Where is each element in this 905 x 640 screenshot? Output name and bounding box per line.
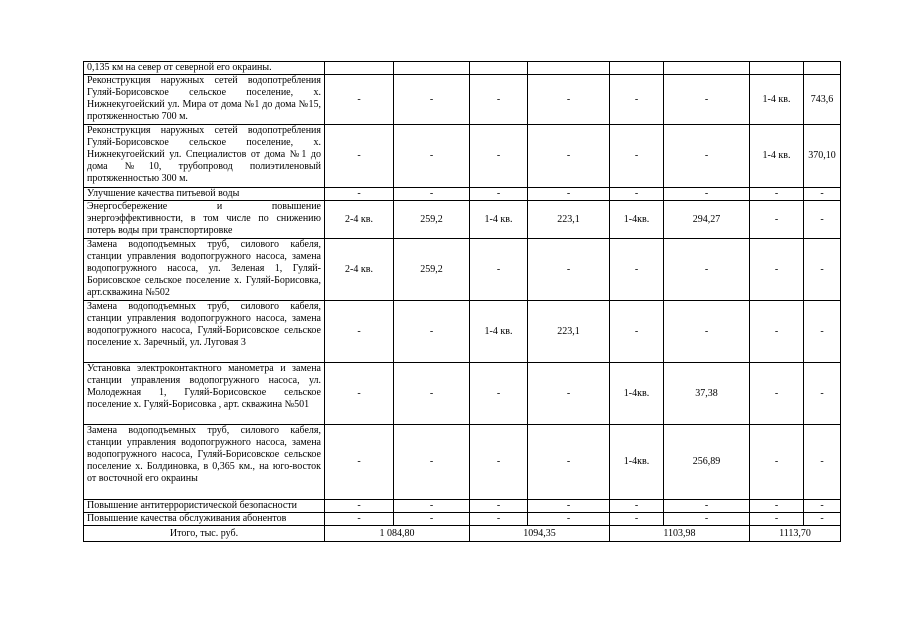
- cell-amount-1: -: [394, 513, 470, 526]
- total-value-2: 1094,35: [470, 526, 610, 542]
- cell-amount-2: -: [528, 239, 610, 301]
- row-description: Замена водоподъемных труб, силового кабеля, станции управления водопогружного насоса, замена водопогружного насоса, Гуляй-Борисовское сельское поселение х. Болдиновка, в 0,365 км., на юго-восток от восточной его окраины: [84, 425, 325, 500]
- cell-period-3: [610, 62, 664, 75]
- table-body: [84, 62, 841, 542]
- cell-amount-4: -: [804, 201, 841, 239]
- cell-amount-1: 259,2: [394, 239, 470, 301]
- cell-amount-4: -: [804, 513, 841, 526]
- cell-period-2: -: [470, 363, 528, 425]
- cell-amount-3: 256,89: [664, 425, 750, 500]
- total-value-4: 1113,70: [750, 526, 841, 542]
- cell-period-1: -: [325, 500, 394, 513]
- cell-amount-1: -: [394, 75, 470, 125]
- cell-amount-1: 259,2: [394, 201, 470, 239]
- cell-amount-2: -: [528, 188, 610, 201]
- row-description: Реконструкция наружных сетей водопотребления Гуляй-Борисовское сельское поселение, х. Нижнекугоейский ул. Специалистов от дома №1 до дома №10, трубопровод полиэтиленовый протяженностью 300 м.: [84, 125, 325, 188]
- cell-period-2: -: [470, 513, 528, 526]
- cell-amount-3: [664, 62, 750, 75]
- row-description: Замена водоподъемных труб, силового кабеля, станции управления водопогружного насоса, замена водопогружного насоса, Гуляй-Борисовское сельское поселение х. Заречный, ул. Луговая 3: [84, 301, 325, 363]
- cell-amount-1: -: [394, 363, 470, 425]
- table-row: [84, 301, 841, 363]
- cell-amount-4: -: [804, 363, 841, 425]
- cell-amount-2: 223,1: [528, 201, 610, 239]
- cell-period-4: 1-4 кв.: [750, 75, 804, 125]
- cell-period-3: -: [610, 239, 664, 301]
- table-row: [84, 425, 841, 500]
- cell-period-3: -: [610, 513, 664, 526]
- cell-period-3: -: [610, 188, 664, 201]
- cell-period-2: -: [470, 125, 528, 188]
- cell-period-4: -: [750, 500, 804, 513]
- cell-period-3: 1-4кв.: [610, 425, 664, 500]
- row-description: Повышение антитеррористической безопасности: [84, 500, 325, 513]
- cell-amount-4: -: [804, 500, 841, 513]
- table-row: [84, 188, 841, 201]
- cell-period-2: -: [470, 425, 528, 500]
- cell-amount-3: -: [664, 75, 750, 125]
- cell-period-2: -: [470, 75, 528, 125]
- cell-period-2: -: [470, 188, 528, 201]
- table-row: [84, 239, 841, 301]
- cell-period-4: -: [750, 239, 804, 301]
- cell-amount-4: -: [804, 425, 841, 500]
- cell-period-4: -: [750, 188, 804, 201]
- cell-amount-4: -: [804, 188, 841, 201]
- row-description: Улучшение качества питьевой воды: [84, 188, 325, 201]
- table-row: [84, 62, 841, 75]
- cell-amount-2: -: [528, 125, 610, 188]
- cell-period-3: -: [610, 301, 664, 363]
- cell-period-1: -: [325, 301, 394, 363]
- cell-period-1: -: [325, 513, 394, 526]
- cell-amount-3: -: [664, 500, 750, 513]
- row-description: Энергосбережение и повышение энергоэффективности, в том числе по снижению потерь воды при транспортировке: [84, 201, 325, 239]
- cell-period-4: -: [750, 425, 804, 500]
- cell-amount-1: -: [394, 188, 470, 201]
- cell-amount-3: -: [664, 513, 750, 526]
- total-value-1: 1 084,80: [325, 526, 470, 542]
- cell-amount-4: [804, 62, 841, 75]
- cell-amount-2: 223,1: [528, 301, 610, 363]
- row-description: Реконструкция наружных сетей водопотребления Гуляй-Борисовское сельское поселение, х. Нижнекугоейский ул. Мира от дома №1 до дома №15, протяженностью 700 м.: [84, 75, 325, 125]
- cell-amount-3: -: [664, 125, 750, 188]
- cell-period-3: 1-4кв.: [610, 363, 664, 425]
- cell-amount-2: -: [528, 500, 610, 513]
- table-row: [84, 500, 841, 513]
- row-description: 0,135 км на север от северной его окраины.: [84, 62, 325, 75]
- cell-period-2: -: [470, 239, 528, 301]
- total-label: Итого, тыс. руб.: [84, 526, 325, 542]
- cell-period-1: -: [325, 75, 394, 125]
- cell-period-4: [750, 62, 804, 75]
- investment-table: [83, 61, 841, 542]
- cell-period-4: -: [750, 301, 804, 363]
- cell-period-3: 1-4кв.: [610, 201, 664, 239]
- cell-period-4: -: [750, 201, 804, 239]
- cell-amount-2: -: [528, 513, 610, 526]
- cell-amount-2: -: [528, 425, 610, 500]
- cell-period-1: [325, 62, 394, 75]
- cell-period-3: -: [610, 75, 664, 125]
- total-value-3: 1103,98: [610, 526, 750, 542]
- cell-amount-1: -: [394, 125, 470, 188]
- cell-period-2: 1-4 кв.: [470, 201, 528, 239]
- cell-period-4: 1-4 кв.: [750, 125, 804, 188]
- cell-period-4: -: [750, 513, 804, 526]
- cell-period-1: -: [325, 363, 394, 425]
- cell-amount-4: 743,6: [804, 75, 841, 125]
- cell-period-1: 2-4 кв.: [325, 201, 394, 239]
- cell-amount-3: -: [664, 188, 750, 201]
- row-description: Повышение качества обслуживания абонентов: [84, 513, 325, 526]
- table-row: [84, 513, 841, 526]
- cell-period-1: -: [325, 425, 394, 500]
- row-description: Замена водоподъемных труб, силового кабеля, станции управления водопогружного насоса, замена водопогружного насоса, ул. Зеленая 1, Гуляй-Борисовское сельское поселение х. Гуляй-Борисовка, арт.скважина №502: [84, 239, 325, 301]
- cell-period-1: -: [325, 188, 394, 201]
- cell-amount-1: -: [394, 301, 470, 363]
- cell-amount-3: 37,38: [664, 363, 750, 425]
- row-description: Установка электроконтактного манометра и замена станции управления водопогружного насоса, ул. Молодежная 1, Гуляй-Борисовское сельское поселение х. Гуляй-Борисовка , арт. скважина №501: [84, 363, 325, 425]
- cell-amount-2: -: [528, 363, 610, 425]
- cell-period-1: -: [325, 125, 394, 188]
- cell-amount-3: -: [664, 239, 750, 301]
- cell-amount-4: 370,10: [804, 125, 841, 188]
- table-row: [84, 125, 841, 188]
- cell-period-2: [470, 62, 528, 75]
- cell-period-2: -: [470, 500, 528, 513]
- cell-period-3: -: [610, 125, 664, 188]
- cell-amount-1: -: [394, 425, 470, 500]
- cell-amount-3: -: [664, 301, 750, 363]
- table-row: [84, 75, 841, 125]
- cell-amount-4: -: [804, 301, 841, 363]
- table-row: [84, 363, 841, 425]
- cell-period-4: -: [750, 363, 804, 425]
- cell-amount-1: -: [394, 500, 470, 513]
- cell-amount-2: [528, 62, 610, 75]
- cell-amount-4: -: [804, 239, 841, 301]
- table-row: [84, 201, 841, 239]
- cell-period-3: -: [610, 500, 664, 513]
- cell-amount-1: [394, 62, 470, 75]
- total-row: [84, 526, 841, 542]
- cell-period-1: 2-4 кв.: [325, 239, 394, 301]
- cell-period-2: 1-4 кв.: [470, 301, 528, 363]
- cell-amount-3: 294,27: [664, 201, 750, 239]
- cell-amount-2: -: [528, 75, 610, 125]
